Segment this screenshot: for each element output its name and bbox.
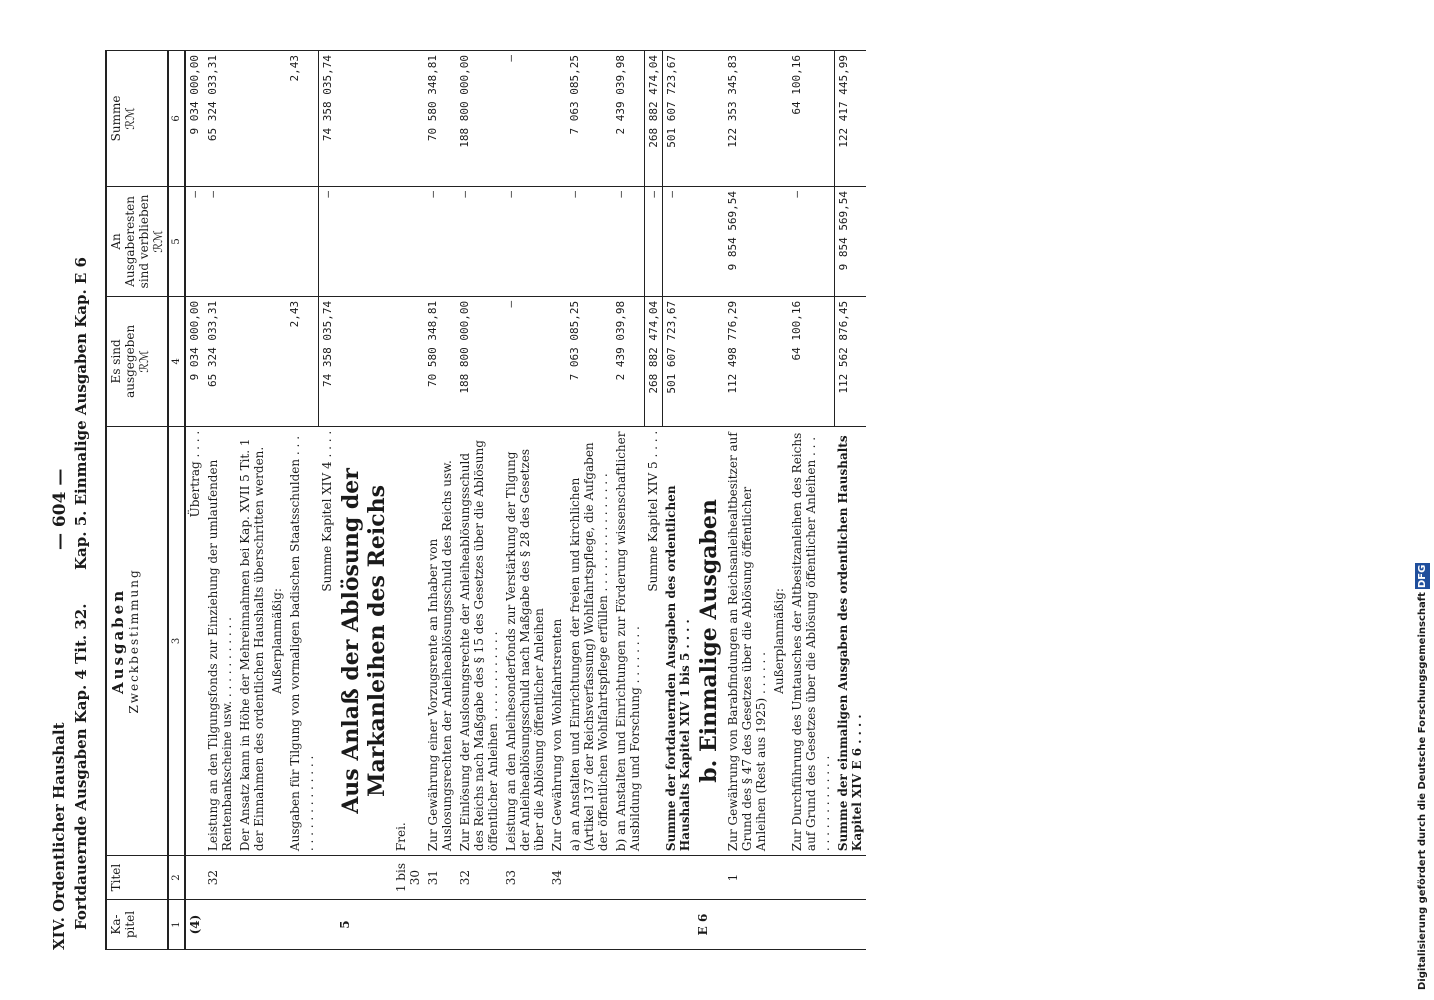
summe-cell: 2,43 bbox=[286, 51, 318, 187]
summe-cell: — bbox=[502, 51, 548, 187]
reste-cell: — bbox=[662, 186, 694, 296]
kapitel-cell bbox=[236, 900, 268, 950]
ausgegeben-cell bbox=[268, 296, 286, 426]
titel-cell: 34 bbox=[548, 856, 566, 900]
titel-cell bbox=[286, 856, 318, 900]
kapitel-cell bbox=[392, 900, 424, 950]
budget-table bbox=[105, 50, 866, 950]
reste-cell: 9 854 569,54 bbox=[724, 186, 770, 296]
summe-cell: 122 353 345,83 bbox=[724, 51, 770, 187]
kapitel-cell bbox=[662, 900, 694, 950]
col-number: 6 bbox=[168, 51, 185, 187]
reste-cell: — bbox=[644, 186, 662, 296]
col-number: 1 bbox=[168, 900, 185, 950]
kapitel-cell bbox=[456, 900, 502, 950]
ausgegeben-cell: 2 439 039,98 bbox=[612, 296, 644, 426]
reste-cell bbox=[548, 186, 566, 296]
titel-cell: 31 bbox=[424, 856, 456, 900]
reste-cell bbox=[392, 186, 424, 296]
ausgegeben-cell: 7 063 085,25 bbox=[566, 296, 612, 426]
summe-cell: 501 607 723,67 bbox=[662, 51, 694, 187]
kapitel-cell bbox=[724, 900, 770, 950]
ausgegeben-cell bbox=[236, 296, 268, 426]
ausgegeben-cell: 70 580 348,81 bbox=[424, 296, 456, 426]
titel-cell bbox=[318, 856, 336, 900]
ausgegeben-cell: 268 882 474,04 bbox=[644, 296, 662, 426]
reste-cell: — bbox=[502, 186, 548, 296]
titel-cell bbox=[694, 856, 724, 900]
col-kapitel: Ka- pitel bbox=[106, 900, 168, 950]
ausgegeben-cell: 2,43 bbox=[286, 296, 318, 426]
description-cell: Summe Kapitel XIV 5 . . . . bbox=[644, 426, 662, 855]
kapitel-cell bbox=[286, 900, 318, 950]
table-row bbox=[834, 51, 866, 950]
reste-cell bbox=[286, 186, 318, 296]
ausgegeben-cell: 65 324 033,31 bbox=[204, 296, 236, 426]
titel-cell bbox=[662, 856, 694, 900]
description-cell: Summe der einmaligen Ausgaben des ordentlichen Haushalts Kapitel XIV E 6 . . . . bbox=[834, 426, 866, 855]
titel-cell bbox=[770, 856, 788, 900]
kapitel-cell bbox=[548, 900, 566, 950]
table-row bbox=[204, 51, 236, 950]
rotated-page-content bbox=[20, 30, 1380, 970]
kapitel-cell: 5 bbox=[336, 900, 392, 950]
titel-cell bbox=[834, 856, 866, 900]
description-cell: Zur Einlösung der Auslosungsrechte der Anleiheablösungsschuld des Reichs nach Maßgabe des § 15 des Gesetzes über die Ablösung öffentlicher Anleihen . . . . . . . . . . . . bbox=[456, 426, 502, 855]
unit-label: ℛℳ bbox=[151, 230, 165, 253]
ausgegeben-cell bbox=[694, 296, 724, 426]
reste-cell bbox=[336, 186, 392, 296]
ausgaben-heading: Ausgaben bbox=[109, 587, 127, 695]
table-row bbox=[694, 51, 724, 950]
ausgegeben-cell: — bbox=[502, 296, 548, 426]
summe-cell: 64 100,16 bbox=[788, 51, 834, 187]
description-cell: a) an Anstalten und Einrichtungen der freien und kirchlichen (Artikel 137 der Reichsverfassung) Wohlfahrtspflege, die Aufgaben der öffentlichen Wohlfahrtspflege erfüllen . . . . . . . . . . . . . . . . bbox=[566, 426, 612, 855]
table-row bbox=[644, 51, 662, 950]
ausgegeben-cell: 64 100,16 bbox=[788, 296, 834, 426]
titel-cell: 32 bbox=[456, 856, 502, 900]
column-number-row bbox=[168, 51, 185, 950]
ausgegeben-cell: 112 562 876,45 bbox=[834, 296, 866, 426]
kapitel-cell bbox=[788, 900, 834, 950]
table-row bbox=[392, 51, 424, 950]
unit-label: ℛℳ bbox=[137, 350, 151, 373]
titel-cell bbox=[644, 856, 662, 900]
reste-cell bbox=[770, 186, 788, 296]
dfg-logo: DFG bbox=[1417, 564, 1428, 588]
table-row bbox=[724, 51, 770, 950]
titel-cell bbox=[268, 856, 286, 900]
kapitel-cell bbox=[268, 900, 286, 950]
reste-cell bbox=[236, 186, 268, 296]
description-cell: Aus Anlaß der Ablösung der Markanleihen des Reichs bbox=[336, 426, 392, 855]
table-row bbox=[286, 51, 318, 950]
col-ausgaben bbox=[106, 426, 168, 855]
summe-cell: 7 063 085,25 bbox=[566, 51, 612, 187]
reste-cell bbox=[694, 186, 724, 296]
summe-cell: 9 034 000,00 bbox=[185, 51, 204, 187]
summe-cell bbox=[694, 51, 724, 187]
reste-cell: — bbox=[788, 186, 834, 296]
digitization-note bbox=[1417, 10, 1428, 990]
summe-cell bbox=[268, 51, 286, 187]
summe-cell: 2 439 039,98 bbox=[612, 51, 644, 187]
ausgegeben-cell: 112 498 776,29 bbox=[724, 296, 770, 426]
header-line-3: Kap. 5. Einmalige Ausgaben Kap. E 6 bbox=[72, 257, 90, 570]
table-row bbox=[788, 51, 834, 950]
ausgegeben-heading: Es sind ausgegeben bbox=[109, 324, 137, 398]
description-cell: Zur Gewährung einer Vorzugsrente an Inhaber von Auslosungsrechten der Anleiheablösungsschuld des Reichs usw. bbox=[424, 426, 456, 855]
table-row bbox=[662, 51, 694, 950]
description-cell: Der Ansatz kann in Höhe der Mehreinnahmen bei Kap. XVII 5 Tit. 1 der Einnahmen des ordentlichen Haushalts überschritten werden. bbox=[236, 426, 268, 855]
col-reste bbox=[106, 186, 168, 296]
ausgegeben-cell: 501 607 723,67 bbox=[662, 296, 694, 426]
description-cell: Ausgaben für Tilgung von vormaligen badischen Staatsschulden . . . . . . . . . . . . . . . . bbox=[286, 426, 318, 855]
kapitel-cell bbox=[770, 900, 788, 950]
zweck-heading: Zweckbestimmung bbox=[127, 568, 141, 714]
description-cell: Außerplanmäßig: bbox=[770, 426, 788, 855]
description-cell: Übertrag . . . . bbox=[185, 426, 204, 855]
titel-cell bbox=[566, 856, 612, 900]
kapitel-cell: (4) bbox=[185, 900, 204, 950]
table-body bbox=[185, 51, 866, 950]
table-row bbox=[336, 51, 392, 950]
description-cell: b. Einmalige Ausgaben bbox=[694, 426, 724, 855]
col-titel: Titel bbox=[106, 856, 168, 900]
reste-cell: 9 854 569,54 bbox=[834, 186, 866, 296]
description-cell: Summe Kapitel XIV 4 . . . . bbox=[318, 426, 336, 855]
page-number: — 604 — bbox=[50, 468, 70, 550]
titel-cell bbox=[236, 856, 268, 900]
kapitel-cell: E 6 bbox=[694, 900, 724, 950]
summe-cell: 188 800 000,00 bbox=[456, 51, 502, 187]
reste-cell: — bbox=[424, 186, 456, 296]
table-row bbox=[548, 51, 566, 950]
reste-cell: — bbox=[204, 186, 236, 296]
reste-cell: — bbox=[456, 186, 502, 296]
ausgegeben-cell: 74 358 035,74 bbox=[318, 296, 336, 426]
summe-cell: 70 580 348,81 bbox=[424, 51, 456, 187]
description-cell: Außerplanmäßig: bbox=[268, 426, 286, 855]
summe-cell bbox=[548, 51, 566, 187]
col-ausgegeben bbox=[106, 296, 168, 426]
titel-cell: 1 bbox=[724, 856, 770, 900]
ausgegeben-cell: 9 034 000,00 bbox=[185, 296, 204, 426]
unit-label: ℛℳ bbox=[123, 107, 137, 130]
summe-cell bbox=[770, 51, 788, 187]
ausgegeben-cell: 188 800 000,00 bbox=[456, 296, 502, 426]
table-row bbox=[185, 51, 204, 950]
ausgegeben-cell bbox=[548, 296, 566, 426]
kapitel-cell bbox=[204, 900, 236, 950]
kapitel-cell bbox=[612, 900, 644, 950]
kapitel-cell bbox=[318, 900, 336, 950]
kapitel-cell bbox=[566, 900, 612, 950]
titel-cell bbox=[788, 856, 834, 900]
reste-cell bbox=[268, 186, 286, 296]
ausgegeben-cell bbox=[336, 296, 392, 426]
titel-cell: 32 bbox=[204, 856, 236, 900]
summe-heading: Summe bbox=[109, 95, 123, 142]
table-row bbox=[236, 51, 268, 950]
summe-cell: 74 358 035,74 bbox=[318, 51, 336, 187]
table-row bbox=[502, 51, 548, 950]
titel-cell: 33 bbox=[502, 856, 548, 900]
kapitel-cell bbox=[502, 900, 548, 950]
summe-cell bbox=[392, 51, 424, 187]
summe-cell: 268 882 474,04 bbox=[644, 51, 662, 187]
table-row bbox=[424, 51, 456, 950]
summe-cell bbox=[236, 51, 268, 187]
titel-cell: 1 bis 30 bbox=[392, 856, 424, 900]
col-number: 4 bbox=[168, 296, 185, 426]
titel-cell bbox=[612, 856, 644, 900]
header-line-2: Fortdauernde Ausgaben Kap. 4 Tit. 32. bbox=[72, 603, 90, 930]
digitization-text: Digitalisierung gefördert durch die Deutsche Forschungsgemeinschaft bbox=[1417, 592, 1428, 990]
description-cell: Summe der fortdauernden Ausgaben des ordentlichen Haushalts Kapitel XIV 1 bis 5 . . . . bbox=[662, 426, 694, 855]
table-row bbox=[318, 51, 336, 950]
reste-cell: — bbox=[612, 186, 644, 296]
description-cell: b) an Anstalten und Einrichtungen zur Förderung wissenschaftlicher Ausbildung und Forschung . . . . . . . . bbox=[612, 426, 644, 855]
reste-cell: — bbox=[318, 186, 336, 296]
table-row bbox=[770, 51, 788, 950]
reste-heading: An Ausgaberesten sind verblieben bbox=[109, 194, 151, 289]
table-row bbox=[456, 51, 502, 950]
description-cell: Leistung an den Anleihesonderfonds zur Verstärkung der Tilgung der Anleiheablösungsschuld nach Maßgabe des § 28 des Gesetzes über die Ablösung öffentlicher Anleihen bbox=[502, 426, 548, 855]
table-row bbox=[268, 51, 286, 950]
titel-cell bbox=[336, 856, 392, 900]
col-summe bbox=[106, 51, 168, 187]
ausgegeben-cell bbox=[392, 296, 424, 426]
page-header bbox=[20, 30, 100, 970]
ausgegeben-cell bbox=[770, 296, 788, 426]
col-number: 5 bbox=[168, 186, 185, 296]
kapitel-cell bbox=[424, 900, 456, 950]
table-row bbox=[566, 51, 612, 950]
kapitel-cell bbox=[644, 900, 662, 950]
summe-cell: 65 324 033,31 bbox=[204, 51, 236, 187]
table-header-row bbox=[106, 51, 168, 950]
summe-cell bbox=[336, 51, 392, 187]
summe-cell: 122 417 445,99 bbox=[834, 51, 866, 187]
col-number: 2 bbox=[168, 856, 185, 900]
description-cell: Leistung an den Tilgungsfonds zur Einziehung der umlaufenden Rentenbankscheine usw. . . . . . . . . . . . bbox=[204, 426, 236, 855]
col-number: 3 bbox=[168, 426, 185, 855]
description-cell: Zur Gewährung von Wohlfahrtsrenten bbox=[548, 426, 566, 855]
description-cell: Frei. bbox=[392, 426, 424, 855]
titel-cell bbox=[185, 856, 204, 900]
reste-cell: — bbox=[566, 186, 612, 296]
description-cell: Zur Durchführung des Umtausches der Altbesitzanleihen des Reichs auf Grund des Gesetzes über die Ablösung öffentlicher Anleihen . . . . . . . . . . . . . . . . bbox=[788, 426, 834, 855]
description-cell: Zur Gewährung von Barabfindungen an Reichsanleihealtbesitzer auf Grund des § 47 des Gesetzes über die Ablösung öffentlicher Anleihen (Rest aus 1925) . . . . . . bbox=[724, 426, 770, 855]
table-row bbox=[612, 51, 644, 950]
reste-cell: — bbox=[185, 186, 204, 296]
kapitel-cell bbox=[834, 900, 866, 950]
header-line-1: XIV. Ordentlicher Haushalt bbox=[50, 722, 68, 950]
